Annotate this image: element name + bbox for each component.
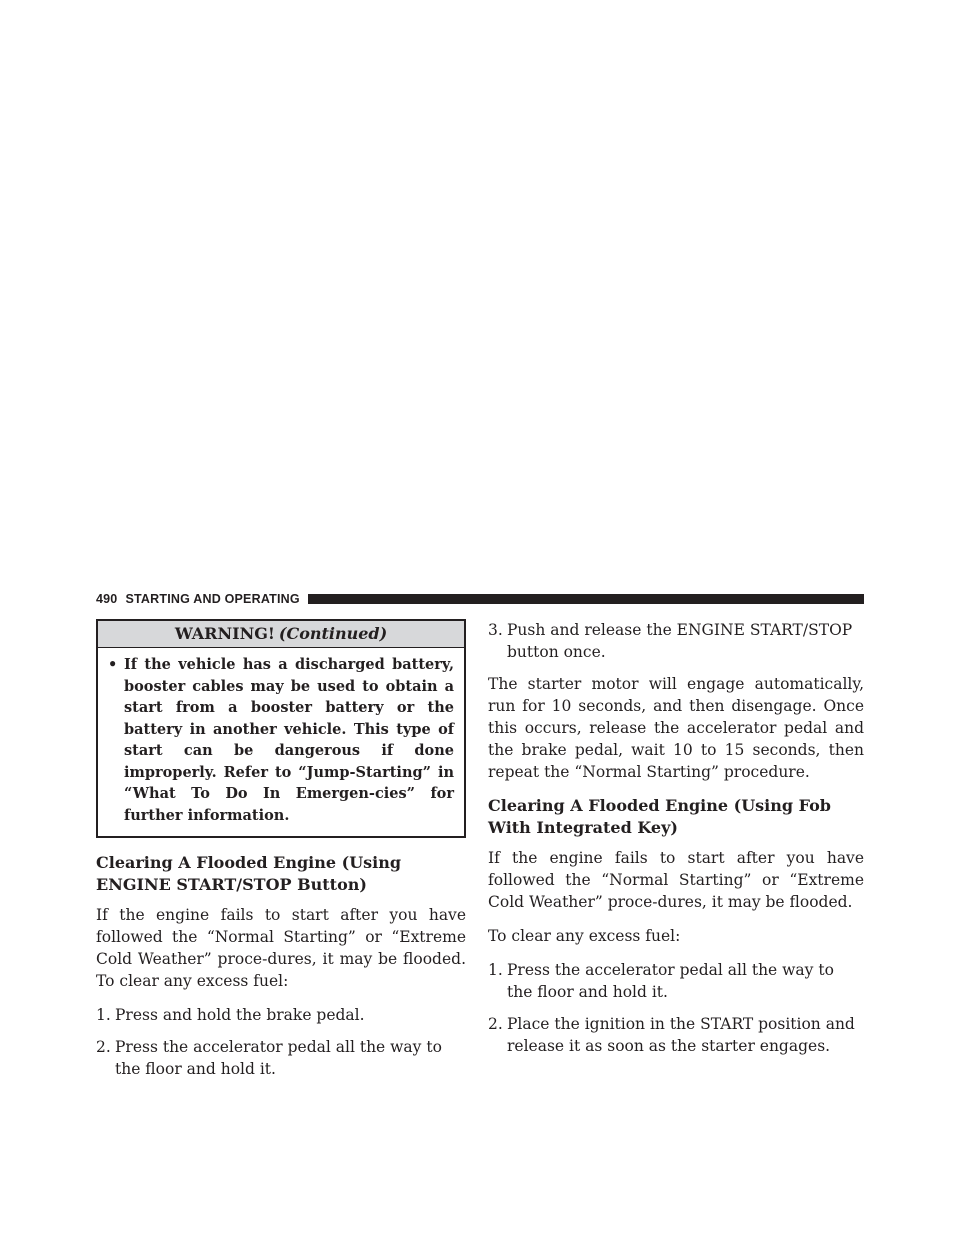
step-number: 2.	[96, 1038, 111, 1056]
left-column	[96, 619, 466, 1090]
warning-text: If the vehicle has a discharged battery, booster cables may be used to obtain a start from a booster battery or the battery in another vehicle. This type of start can be dangerous if done improperly. Refer to “Jump-Starting” in “What To Do In Emergen-cies” for further information.	[124, 656, 454, 824]
section-heading-start-stop: Clearing A Flooded Engine (Using ENGINE START/STOP Button)	[96, 853, 402, 894]
section-title: STARTING AND OPERATING	[125, 592, 300, 606]
header-rule	[308, 594, 864, 604]
section-heading-fob-key: Clearing A Flooded Engine (Using Fob With Integrated Key)	[488, 796, 831, 837]
warning-body	[98, 648, 464, 836]
step-text: Place the ignition in the START position and release it as soon as the starter engages.	[507, 1015, 855, 1055]
warning-header	[98, 621, 464, 648]
page-number: 490	[96, 592, 118, 606]
paragraph-flooded-intro: If the engine fails to start after you have followed the “Normal Starting” or “Extreme Cold Weather” proce-dures, it may be flooded. To clear any excess fuel:	[96, 906, 466, 990]
step-text: Press the accelerator pedal all the way to the floor and hold it.	[507, 961, 834, 1001]
page-header	[96, 588, 864, 610]
warning-continued: (Continued)	[278, 624, 388, 643]
step-text: Push and release the ENGINE START/STOP button once.	[507, 621, 853, 661]
paragraph-clear-fuel: To clear any excess fuel:	[488, 927, 681, 945]
list-item	[488, 959, 864, 1003]
step-number: 1.	[96, 1006, 111, 1024]
step-number: 1.	[488, 961, 503, 979]
step-number: 2.	[488, 1015, 503, 1033]
bullet-icon: •	[108, 656, 118, 673]
step-text: Press and hold the brake pedal.	[115, 1006, 365, 1024]
paragraph-starter-motor: The starter motor will engage automatically, run for 10 seconds, and then disengage. Once this occurs, release the accelerator pedal and the brake pedal, wait 10 to 15 seconds, then repeat the “Normal Starting” procedure.	[488, 675, 864, 781]
step-text: Press the accelerator pedal all the way to the floor and hold it.	[115, 1038, 442, 1078]
right-column	[488, 619, 864, 1067]
warning-title: WARNING!	[174, 624, 275, 643]
list-item	[96, 1036, 466, 1080]
list-item	[488, 619, 864, 663]
warning-box	[96, 619, 466, 838]
list-item	[488, 1013, 864, 1057]
list-item	[96, 1004, 466, 1026]
paragraph-flooded-intro-fob: If the engine fails to start after you have followed the “Normal Starting” or “Extreme Cold Weather” proce-dures, it may be flooded.	[488, 849, 864, 911]
step-number: 3.	[488, 621, 503, 639]
